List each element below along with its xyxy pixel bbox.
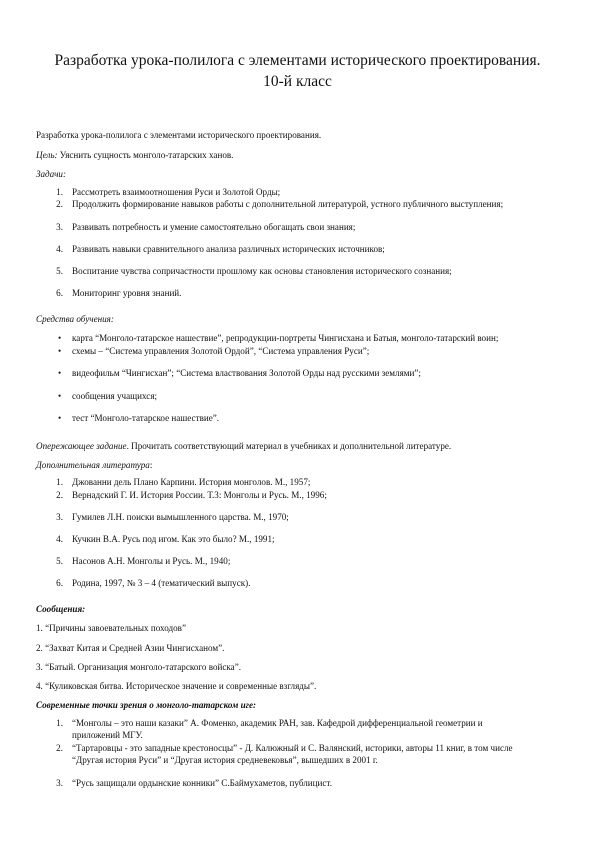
means-label: Средства обучения: (36, 314, 114, 324)
list-number: 1. (56, 187, 63, 197)
list-item: сообщения учащихся; (72, 391, 158, 401)
literature-label: Дополнительная литература (36, 460, 150, 470)
bullet-icon: • (58, 391, 62, 401)
list-number: 1. (56, 477, 63, 487)
list-item: схемы – “Система управления Золотой Ордой”, “Система управления Руси”; (72, 346, 370, 356)
list-item: Продолжить формирование навыков работы с дополнительной литературой, устного публичного выступления; (72, 199, 504, 209)
bullet-icon: • (58, 413, 62, 423)
list-number: 3. (56, 512, 63, 522)
title-line-1: Разработка урока-полилога с элементами исторического проектирования. (54, 52, 541, 69)
list-item: Развивать потребность и умение самостоятельно обогащать свои знания; (72, 222, 356, 232)
list-item-line: “Тартаровцы - это западные крестоносцы” - Д. Калюжный и С. Валянский, историки, авторы 11 книг, в том числе (72, 743, 513, 753)
list-item: Вернадский Г. И. История России. Т.3: Монголы и Русь. М., 1996; (72, 490, 327, 500)
bullet-icon: • (58, 333, 62, 343)
list-item: тест “Монголо-татарское нашествие”. (72, 413, 220, 423)
list-item: Мониторинг уровня знаний. (72, 288, 182, 298)
list-number: 3. (56, 778, 63, 788)
literature-colon: : (149, 460, 153, 470)
list-item: Кучкин В.А. Русь под игом. Как это было? М., 1991; (72, 534, 275, 544)
list-item: Джованни дель Плано Карпини. История монголов. М., 1957; (72, 477, 311, 487)
list-number: 5. (56, 556, 63, 566)
advance-label: Опережающее задание (36, 441, 127, 451)
goal-text: Уяснить сущность монголо-татарских ханов. (57, 150, 234, 160)
list-item: Воспитание чувства сопричастности прошлому как основы становления исторического сознания; (72, 266, 452, 276)
tasks-label: Задачи: (36, 169, 66, 179)
list-item: Рассмотреть взаимоотношения Руси и Золотой Орды; (72, 187, 281, 197)
advance-paragraph (36, 441, 451, 452)
list-item: Развивать навыки сравнительного анализа различных исторических источников; (72, 244, 385, 254)
bullet-icon: • (58, 346, 62, 356)
list-item-line: приложений МГУ. (72, 730, 143, 740)
list-item-line: “Другая история Руси” и “Другая история средневековья”, вышедших в 2001 г. (72, 755, 378, 765)
list-item: видеофильм “Чингисхан”; “Система властвования Золотой Орды над русскими землями”; (72, 368, 421, 378)
list-number: 6. (56, 578, 63, 588)
list-item: Родина, 1997, № 3 – 4 (тематический выпуск). (72, 578, 251, 588)
list-number: 5. (56, 266, 63, 276)
list-item: 3. “Батый. Организация монголо-татарского войска”. (36, 662, 242, 672)
messages-label: Сообщения: (36, 604, 86, 614)
list-number: 1. (56, 718, 63, 728)
literature-heading (36, 460, 152, 471)
list-number: 2. (56, 743, 63, 753)
list-item-line: “Русь защищали ордынские конники” С.Баймухаметов, публицист. (72, 778, 332, 788)
bullet-icon: • (58, 368, 62, 378)
list-number: 4. (56, 244, 63, 254)
list-number: 2. (56, 199, 63, 209)
list-number: 4. (56, 534, 63, 544)
list-item-line: “Монголы – это наши казаки” А. Фоменко, академик РАН, зав. Кафедрой дифференциальной геометрии и (72, 718, 483, 728)
list-number: 3. (56, 222, 63, 232)
title-line-2: 10-й класс (263, 73, 332, 90)
page-title (30, 50, 565, 92)
list-item: Гумилев Л.Н. поиски вымышленного царства. М., 1970; (72, 512, 289, 522)
goal-paragraph (36, 150, 233, 161)
list-item: 2. “Захват Китая и Средней Азии Чингисханом”. (36, 643, 225, 653)
list-number: 2. (56, 490, 63, 500)
list-item: Насонов А.Н. Монголы и Русь. М., 1940; (72, 556, 231, 566)
list-item: карта “Монголо-татарское нашествие”, репродукции-портреты Чингисхана и Батыя, монголо-татарский воин; (72, 333, 499, 343)
list-item: 4. “Куликовская битва. Историческое значение и современные взгляды”. (36, 681, 317, 691)
list-item: 1. “Причины завоевательных походов” (36, 623, 186, 633)
views-label: Современные точки зрения о монголо-татарском иге: (36, 700, 257, 710)
intro-text: Разработка урока-полилога с элементами исторического проектирования. (36, 130, 322, 140)
advance-text: . Прочитать соответствующий материал в учебниках и дополнительной литературе. (126, 441, 452, 451)
list-number: 6. (56, 288, 63, 298)
goal-label: Цель: (36, 150, 58, 160)
